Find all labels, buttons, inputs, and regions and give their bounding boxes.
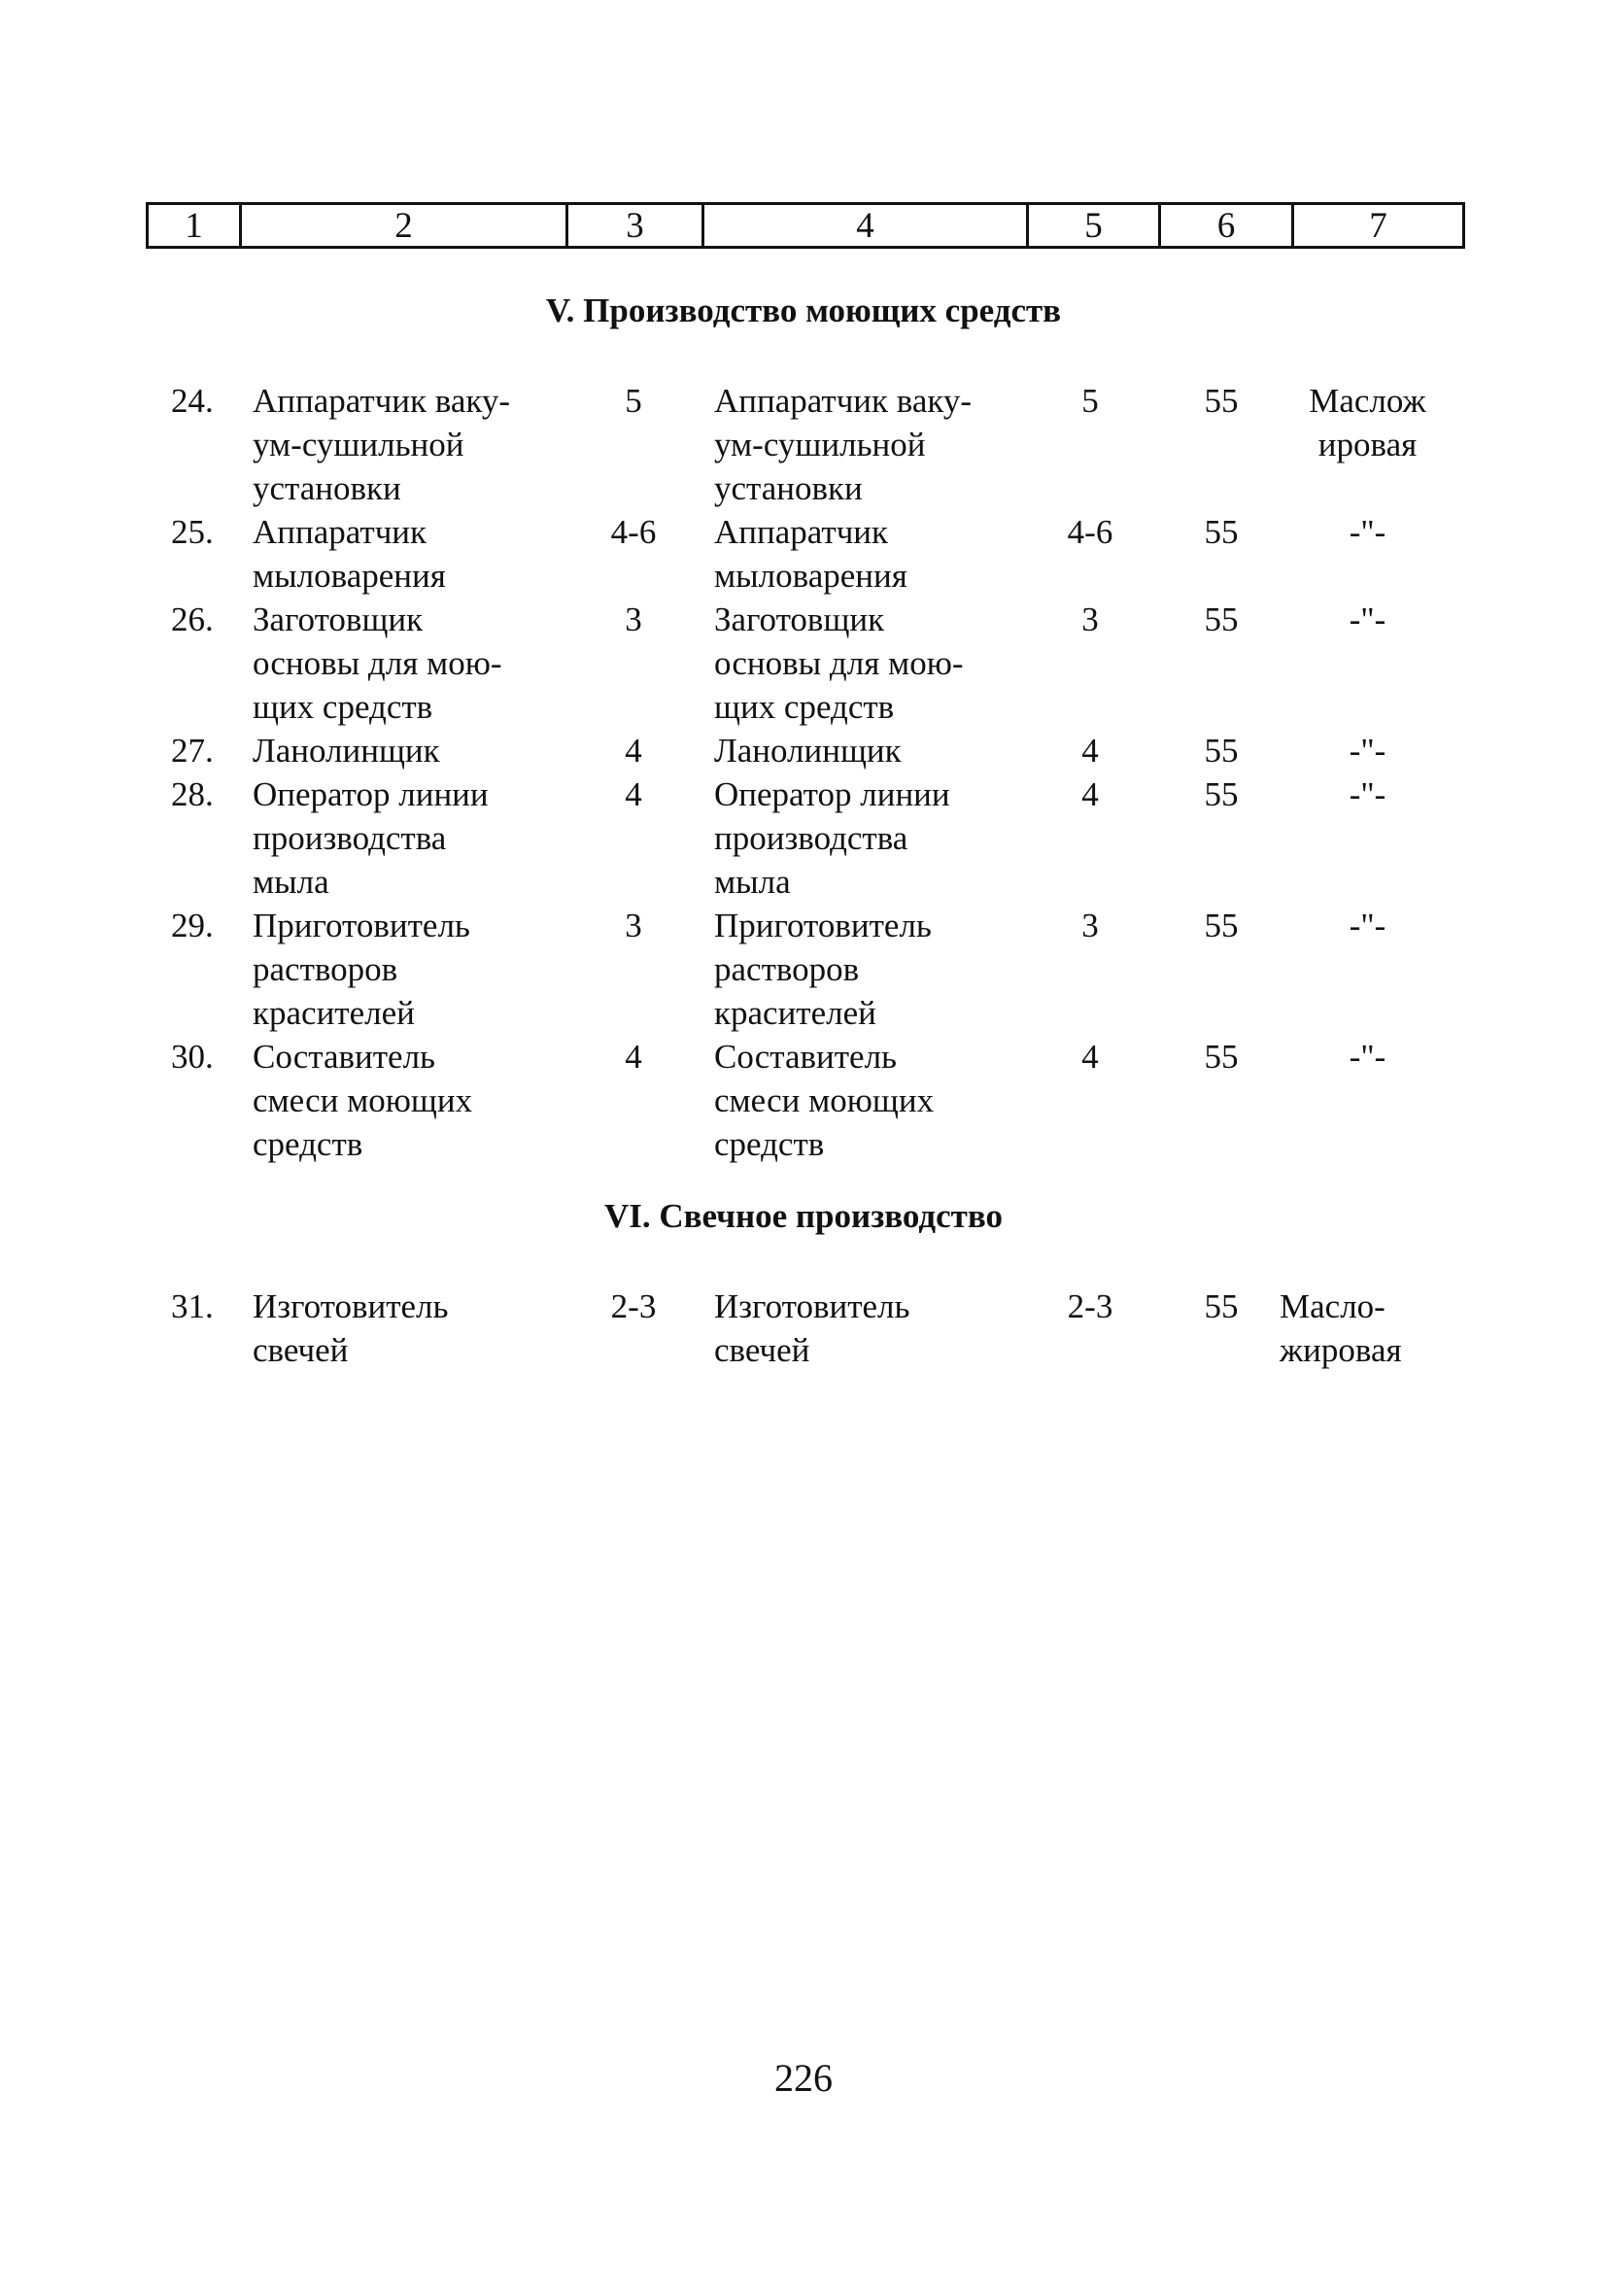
column-number: 3 [568, 205, 704, 246]
table-row [0, 904, 1607, 1035]
table-row [0, 729, 1607, 772]
grade: 4 [625, 732, 642, 770]
profession-name: Ланолинщик [253, 732, 440, 770]
column-number: 2 [242, 205, 568, 246]
industry: Маслож ировая [1309, 382, 1426, 463]
grade-alt: 4 [1081, 775, 1099, 813]
profession-name-alt: Приготовитель растворов красителей [714, 907, 932, 1032]
section-title: V. Производство моющих средств [545, 291, 1062, 329]
section-rows [0, 379, 1607, 1166]
grade-alt: 4-6 [1067, 513, 1113, 551]
age-limit: 55 [1204, 907, 1239, 944]
industry: -"- [1349, 732, 1386, 770]
column-number: 5 [1029, 205, 1161, 246]
table-row [0, 510, 1607, 598]
grade-alt: 5 [1081, 382, 1099, 420]
grade-alt: 3 [1081, 600, 1099, 638]
profession-name: Заготовщик основы для мою- щих средств [253, 600, 502, 726]
industry: -"- [1349, 907, 1386, 944]
age-limit: 55 [1204, 1287, 1239, 1325]
row-number: 29. [171, 907, 214, 944]
row-number: 31. [171, 1287, 214, 1325]
page-number: 226 [774, 2056, 833, 2100]
profession-name: Изготовитель свечей [253, 1287, 449, 1369]
industry: Масло- жировая [1280, 1287, 1402, 1369]
age-limit: 55 [1204, 513, 1239, 551]
profession-name-alt: Изготовитель свечей [714, 1287, 910, 1369]
table-row [0, 379, 1607, 510]
industry: -"- [1349, 600, 1386, 638]
profession-name-alt: Составитель смеси моющих средств [714, 1038, 935, 1163]
table-row [0, 1285, 1607, 1372]
table-row [0, 772, 1607, 904]
section-title: VI. Свечное производство [603, 1197, 1004, 1235]
grade-alt: 4 [1081, 1038, 1099, 1076]
grade: 3 [625, 600, 642, 638]
profession-name: Составитель смеси моющих средств [253, 1038, 473, 1163]
table-row [0, 1035, 1607, 1166]
column-number: 1 [149, 205, 242, 246]
industry: -"- [1349, 513, 1386, 551]
profession-name-alt: Оператор линии производства мыла [714, 775, 950, 901]
grade: 2-3 [610, 1287, 657, 1325]
profession-name-alt: Ланолинщик [714, 732, 902, 770]
grade: 5 [625, 382, 642, 420]
row-number: 26. [171, 600, 214, 638]
column-number-header [146, 202, 1465, 249]
profession-name-alt: Заготовщик основы для мою- щих средств [714, 600, 964, 726]
column-number: 7 [1369, 205, 1387, 246]
age-limit: 55 [1204, 1038, 1239, 1076]
age-limit: 55 [1204, 775, 1239, 813]
table-row [0, 598, 1607, 729]
row-number: 27. [171, 732, 214, 770]
section-rows [0, 1285, 1607, 1372]
profession-name: Оператор линии производства мыла [253, 775, 489, 901]
row-number: 25. [171, 513, 214, 551]
age-limit: 55 [1204, 382, 1239, 420]
grade: 4 [625, 1038, 642, 1076]
grade: 3 [625, 907, 642, 944]
profession-name: Аппаратчик ваку- ум-сушильной установки [253, 382, 511, 507]
grade: 4-6 [610, 513, 657, 551]
row-number: 24. [171, 382, 214, 420]
grade: 4 [625, 775, 642, 813]
grade-alt: 4 [1081, 732, 1099, 770]
profession-name: Приготовитель растворов красителей [253, 907, 470, 1032]
column-number: 4 [704, 205, 1029, 246]
row-number: 28. [171, 775, 214, 813]
industry: -"- [1349, 1038, 1386, 1076]
profession-name: Аппаратчик мыловарения [253, 513, 446, 595]
profession-name-alt: Аппаратчик ваку- ум-сушильной установки [714, 382, 973, 507]
grade-alt: 3 [1081, 907, 1099, 944]
profession-name-alt: Аппаратчик мыловарения [714, 513, 907, 595]
grade-alt: 2-3 [1067, 1287, 1113, 1325]
age-limit: 55 [1204, 600, 1239, 638]
row-number: 30. [171, 1038, 214, 1076]
column-number: 6 [1161, 205, 1294, 246]
industry: -"- [1349, 775, 1386, 813]
age-limit: 55 [1204, 732, 1239, 770]
